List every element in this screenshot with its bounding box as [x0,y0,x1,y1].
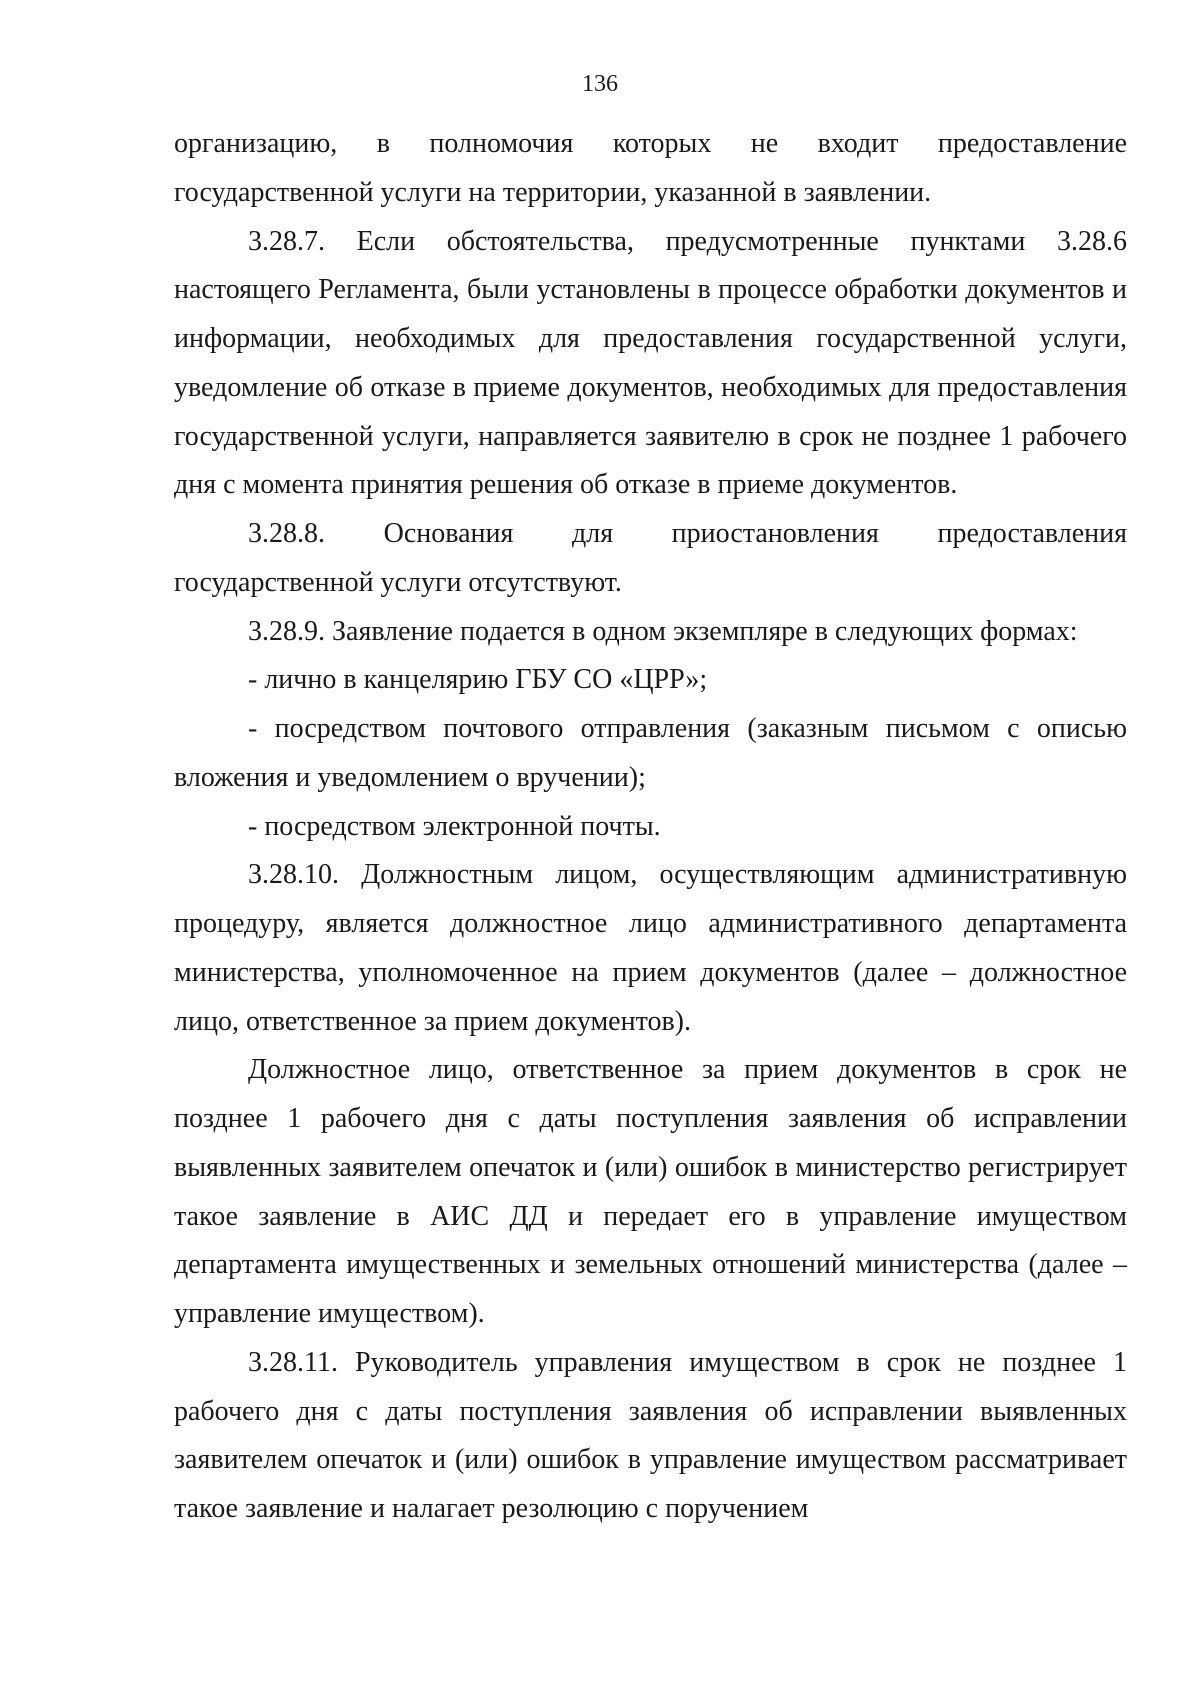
paragraph-3-28-11: 3.28.11. Руководитель управления имуществом в срок не позднее 1 рабочего дня с даты поступления заявления об исправлении выявленных заявителем опечаток и (или) ошибок в управление имуществом рассматривает такое заявление и налагает резолюцию с поручением [174,1346,1127,1524]
list-item-in-person: - лично в канцелярию ГБУ СО «ЦРР»; [248,664,708,696]
paragraph-3-28-10: 3.28.10. Должностным лицом, осуществляющим административную процедуру, является должностное лицо административного департамента министерства, уполномоченное на прием документов (далее – должностное лицо, ответственное за прием документов). [174,859,1127,1037]
paragraph-3-28-9: 3.28.9. Заявление подается в одном экземпляре в следующих формах: [248,615,1078,647]
list-item-email: - посредством электронной почты. [248,810,661,842]
paragraph-responsible-official: Должностное лицо, ответственное за прием документов в срок не позднее 1 рабочего дня с даты поступления заявления об исправлении выявленных заявителем опечаток и (или) ошибок в министерство регистрирует такое заявление в АИС ДД и передает его в управление имуществом департамента имущественных и земельных отношений министерства (далее – управление имуществом). [174,1054,1127,1329]
paragraph-continuation: организацию, в полномочия которых не входит предоставление государственной услуги на территории, указанной в заявлении. [174,128,1127,208]
paragraph-3-28-8: 3.28.8. Основания для приостановления предоставления государственной услуги отсутствуют. [174,518,1127,598]
page-number: 136 [582,71,618,97]
list-item-postal: - посредством почтового отправления (заказным письмом с описью вложения и уведомлением о вручении); [174,713,1127,793]
document-body [174,120,1127,1534]
paragraph-3-28-7: 3.28.7. Если обстоятельства, предусмотренные пунктами 3.28.6 настоящего Регламента, были установлены в процессе обработки документов и информации, необходимых для предоставления государственной услуги, уведомление об отказе в приеме документов, необходимых для предоставления государственной услуги, направляется заявителю в срок не позднее 1 рабочего дня с момента принятия решения об отказе в приеме документов. [174,225,1127,501]
